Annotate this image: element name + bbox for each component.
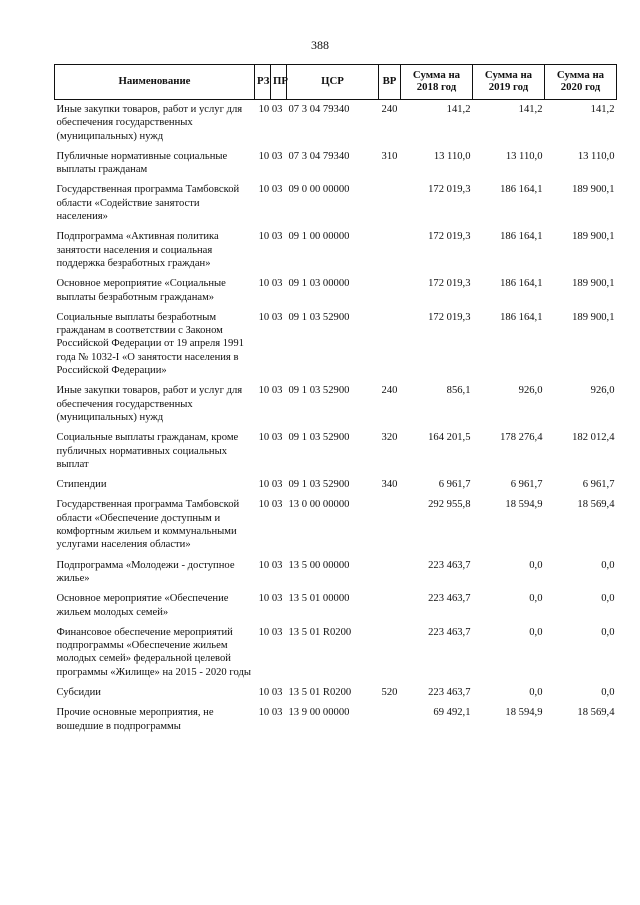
row-vr (379, 703, 401, 737)
row-sum-2019: 6 961,7 (510, 479, 543, 491)
row-sum-2019: 186 164,1 (500, 231, 543, 243)
row-sum-2020: 141,2 (590, 104, 615, 115)
row-csr: 09 1 00 00000 (288, 231, 350, 243)
row-vr (379, 623, 401, 683)
row-name: Государственная программа Тамбовской области «Содействие занятости населения» (56, 184, 240, 223)
table-row (55, 623, 617, 683)
row-sum-2019: 0,0 (529, 593, 543, 605)
table-body (55, 100, 617, 737)
row-vr (379, 589, 401, 623)
row-name: Основное мероприятие «Обеспечение жильем молодых семей» (56, 593, 229, 618)
row-name: Подпрограмма «Активная политика занятости населения и социальная поддержка безработных граждан» (56, 231, 219, 269)
row-sum-2019: 186 164,1 (500, 311, 543, 323)
row-rz-pr: 10 03 (258, 499, 283, 511)
row-sum-2018: 223 463,7 (428, 626, 471, 638)
header-2018: Сумма на 2018 год (401, 65, 473, 100)
header-vr: ВР (379, 65, 401, 100)
table-row (55, 428, 617, 475)
table-row (55, 308, 617, 381)
row-sum-2020: 0,0 (601, 559, 615, 571)
table-header (55, 65, 617, 100)
row-sum-2019: 186 164,1 (500, 278, 543, 290)
row-sum-2019: 926,0 (518, 385, 543, 397)
row-sum-2018: 141,2 (446, 104, 471, 115)
row-sum-2020: 189 900,1 (572, 278, 615, 290)
row-sum-2018: 172 019,3 (428, 184, 471, 196)
row-sum-2018: 223 463,7 (428, 559, 471, 571)
row-csr: 13 5 00 00000 (288, 559, 350, 571)
row-sum-2018: 172 019,3 (428, 231, 471, 243)
table-row (55, 147, 617, 181)
row-sum-2018: 6 961,7 (438, 479, 471, 491)
row-name: Основное мероприятие «Социальные выплаты безработным гражданам» (56, 278, 226, 303)
row-sum-2018: 164 201,5 (428, 432, 471, 444)
row-sum-2019: 13 110,0 (505, 150, 543, 162)
row-sum-2020: 13 110,0 (577, 150, 615, 162)
row-vr (379, 227, 401, 274)
row-sum-2019: 0,0 (529, 559, 543, 571)
row-csr: 09 1 03 52900 (288, 432, 350, 444)
row-sum-2018: 223 463,7 (428, 593, 471, 605)
row-rz-pr: 10 03 (258, 385, 283, 397)
header-2019: Сумма на 2019 год (473, 65, 545, 100)
row-csr: 13 5 01 00000 (288, 593, 350, 605)
row-name: Социальные выплаты гражданам, кроме публичных нормативных социальных выплат (56, 432, 239, 470)
row-csr: 09 0 00 00000 (288, 184, 350, 196)
row-vr (379, 274, 401, 308)
table-row (55, 683, 617, 703)
row-rz-pr: 10 03 (258, 150, 283, 162)
row-csr: 07 3 04 79340 (288, 104, 350, 115)
row-rz-pr: 10 03 (258, 479, 283, 491)
table-row (55, 100, 617, 147)
table-row (55, 703, 617, 737)
row-csr: 13 0 00 00000 (288, 499, 350, 511)
row-sum-2018: 69 492,1 (433, 707, 471, 719)
table-row (55, 589, 617, 623)
page-number: 388 (311, 38, 329, 52)
row-name: Прочие основные мероприятия, не вошедшие в подпрограммы (56, 707, 214, 732)
row-name: Государственная программа Тамбовской области «Обеспечение доступным и комфортным жильем и коммунальными услугами населения области» (56, 499, 240, 551)
header-name: Наименование (55, 65, 255, 100)
row-rz-pr: 10 03 (258, 626, 283, 638)
row-name: Публичные нормативные социальные выплаты гражданам (56, 150, 228, 176)
row-csr: 09 1 03 52900 (288, 311, 350, 323)
table-row (55, 227, 617, 274)
row-sum-2019: 0,0 (529, 686, 543, 698)
row-csr: 07 3 04 79340 (288, 150, 350, 162)
row-sum-2019: 0,0 (529, 626, 543, 638)
row-csr: 13 5 01 R0200 (288, 686, 352, 698)
row-csr: 09 1 03 52900 (288, 385, 350, 397)
row-name: Иные закупки товаров, работ и услуг для обеспечения государственных (муниципальных) нужд (56, 385, 243, 423)
row-sum-2020: 18 569,4 (577, 499, 615, 511)
header-csr: ЦСР (287, 65, 379, 100)
row-sum-2020: 926,0 (590, 385, 615, 397)
row-vr (379, 556, 401, 590)
row-sum-2020: 18 569,4 (577, 707, 615, 719)
row-vr (379, 180, 401, 227)
row-name: Субсидии (56, 686, 101, 698)
row-sum-2020: 0,0 (601, 686, 615, 698)
row-sum-2020: 189 900,1 (572, 231, 615, 243)
table-row (55, 475, 617, 495)
row-csr: 09 1 03 00000 (288, 278, 350, 290)
row-sum-2020: 0,0 (601, 593, 615, 605)
row-vr: 520 (381, 686, 398, 698)
row-sum-2019: 178 276,4 (500, 432, 543, 444)
row-rz-pr: 10 03 (258, 707, 283, 719)
row-vr: 240 (381, 385, 398, 397)
row-rz-pr: 10 03 (258, 278, 283, 290)
row-sum-2019: 141,2 (518, 104, 543, 115)
row-vr (379, 308, 401, 381)
row-name: Финансовое обеспечение мероприятий подпрограммы «Обеспечение жильем молодых семей» федеральной целевой программы «Жилище» на 2015 - 2020 годы (56, 626, 251, 678)
row-sum-2018: 856,1 (446, 385, 471, 397)
row-rz-pr: 10 03 (258, 593, 283, 605)
row-vr: 310 (381, 150, 398, 162)
row-name: Социальные выплаты безработным гражданам в соответствии с Законом Российской Федерации от 19 апреля 1991 года № 1032-I «О занятости населения в Российской Федерации» (56, 311, 244, 377)
table-row (55, 180, 617, 227)
row-sum-2020: 0,0 (601, 626, 615, 638)
row-csr: 13 9 00 00000 (288, 707, 350, 719)
table-row (55, 556, 617, 590)
row-sum-2020: 189 900,1 (572, 311, 615, 323)
row-sum-2018: 13 110,0 (433, 150, 471, 162)
row-sum-2019: 18 594,9 (505, 707, 543, 719)
table-row (55, 274, 617, 308)
row-name: Иные закупки товаров, работ и услуг для обеспечения государственных (муниципальных) нужд (56, 104, 243, 142)
row-rz-pr: 10 03 (258, 559, 283, 571)
row-sum-2020: 182 012,4 (572, 432, 615, 444)
row-csr: 09 1 03 52900 (288, 479, 350, 491)
row-sum-2018: 172 019,3 (428, 311, 471, 323)
row-sum-2020: 6 961,7 (582, 479, 615, 491)
row-name: Стипендии (56, 479, 107, 491)
row-vr: 340 (381, 479, 398, 491)
row-rz-pr: 10 03 (258, 231, 283, 243)
row-rz-pr: 10 03 (258, 432, 283, 444)
row-sum-2019: 186 164,1 (500, 184, 543, 196)
row-sum-2020: 189 900,1 (572, 184, 615, 196)
budget-table (54, 64, 617, 737)
header-2020: Сумма на 2020 год (545, 65, 617, 100)
row-vr: 240 (381, 104, 398, 115)
header-rz: РЗ (255, 65, 271, 100)
row-vr (379, 495, 401, 555)
row-rz-pr: 10 03 (258, 104, 283, 115)
row-sum-2018: 172 019,3 (428, 278, 471, 290)
row-rz-pr: 10 03 (258, 686, 283, 698)
row-rz-pr: 10 03 (258, 311, 283, 323)
row-csr: 13 5 01 R0200 (288, 626, 352, 638)
row-rz-pr: 10 03 (258, 184, 283, 196)
row-name: Подпрограмма «Молодежи - доступное жилье» (56, 559, 235, 584)
header-pr: ПР (271, 65, 287, 100)
row-sum-2019: 18 594,9 (505, 499, 543, 511)
table-row (55, 495, 617, 555)
row-vr: 320 (381, 432, 398, 444)
row-sum-2018: 223 463,7 (428, 686, 471, 698)
row-sum-2018: 292 955,8 (428, 499, 471, 511)
table-row (55, 381, 617, 428)
